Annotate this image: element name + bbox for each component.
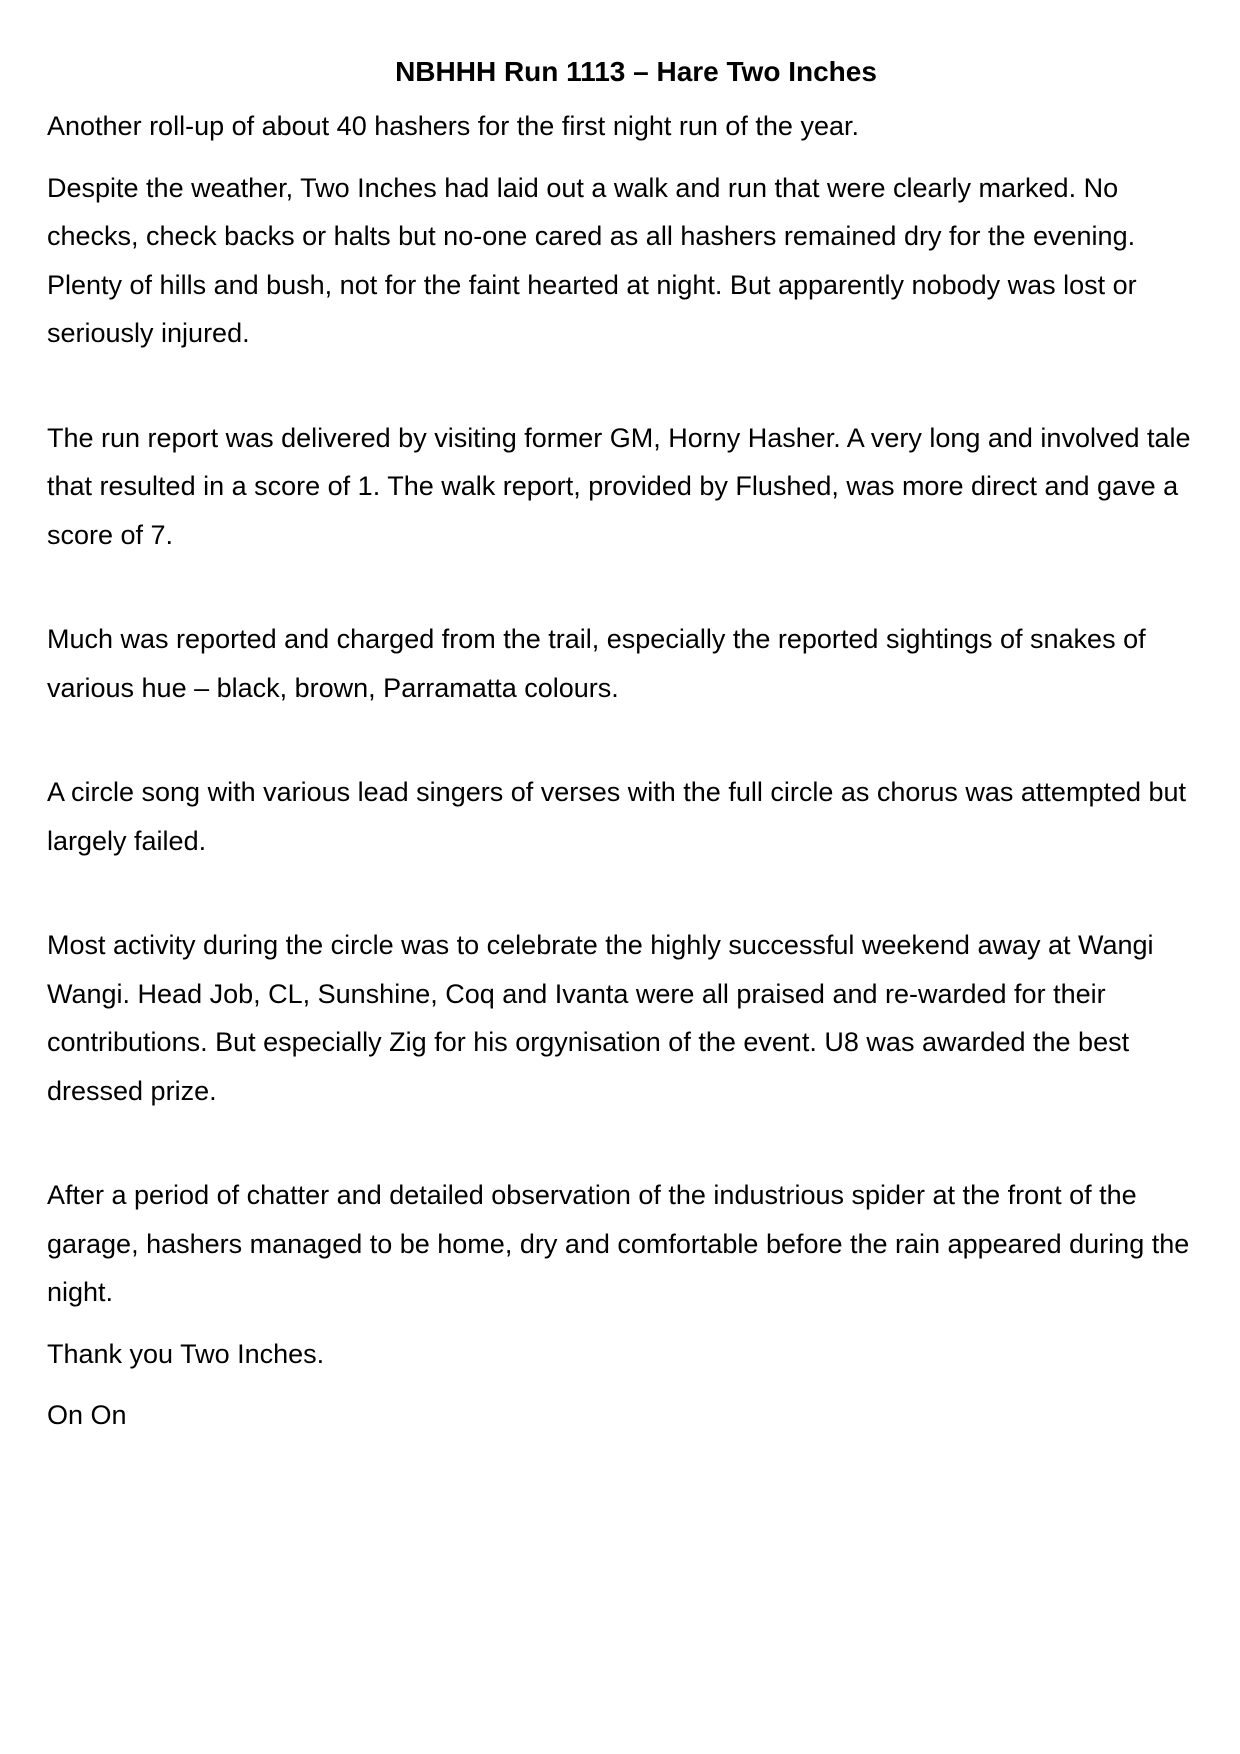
document-page (47, 50, 1207, 1440)
paragraph-snakes: Much was reported and charged from the trail, especially the reported sightings of snakes of various hue – black, brown, Parramatta colours. (47, 624, 1146, 703)
paragraph-after-circle: After a period of chatter and detailed observation of the industrious spider at the front of the garage, hashers managed to be home, dry and comfortable before the rain appeared during the night. (47, 1180, 1190, 1307)
paragraph-circle-song: A circle song with various lead singers of verses with the full circle as chorus was attempted but largely failed. (47, 777, 1187, 856)
paragraph-trail-description: Despite the weather, Two Inches had laid out a walk and run that were clearly marked. No checks, check backs or halts but no-one cared as all hashers remained dry for the evening. Plenty of hills and bush, not for the faint hearted at night. But apparently nobody was lost or seriously injured. (47, 172, 1137, 348)
paragraph-circle-activity: Most activity during the circle was to celebrate the highly successful weekend away at Wangi Wangi. Head Job, CL, Sunshine, Coq and Ivanta were all praised and re-warded for their contributions. But especially Zig for his orgynisation of the event. U8 was awarded the best dressed prize. (47, 930, 1154, 1106)
paragraph-thanks: Thank you Two Inches. (47, 1338, 325, 1369)
paragraph-rollup: Another roll-up of about 40 hashers for the first night run of the year. (47, 111, 859, 141)
paragraph-sign-off: On On (47, 1400, 127, 1430)
paragraph-run-report: The run report was delivered by visiting former GM, Horny Hasher. A very long and involved tale that resulted in a score of 1. The walk report, provided by Flushed, was more direct and gave a score of 7. (47, 422, 1191, 550)
document-title: NBHHH Run 1113 – Hare Two Inches (395, 56, 877, 87)
